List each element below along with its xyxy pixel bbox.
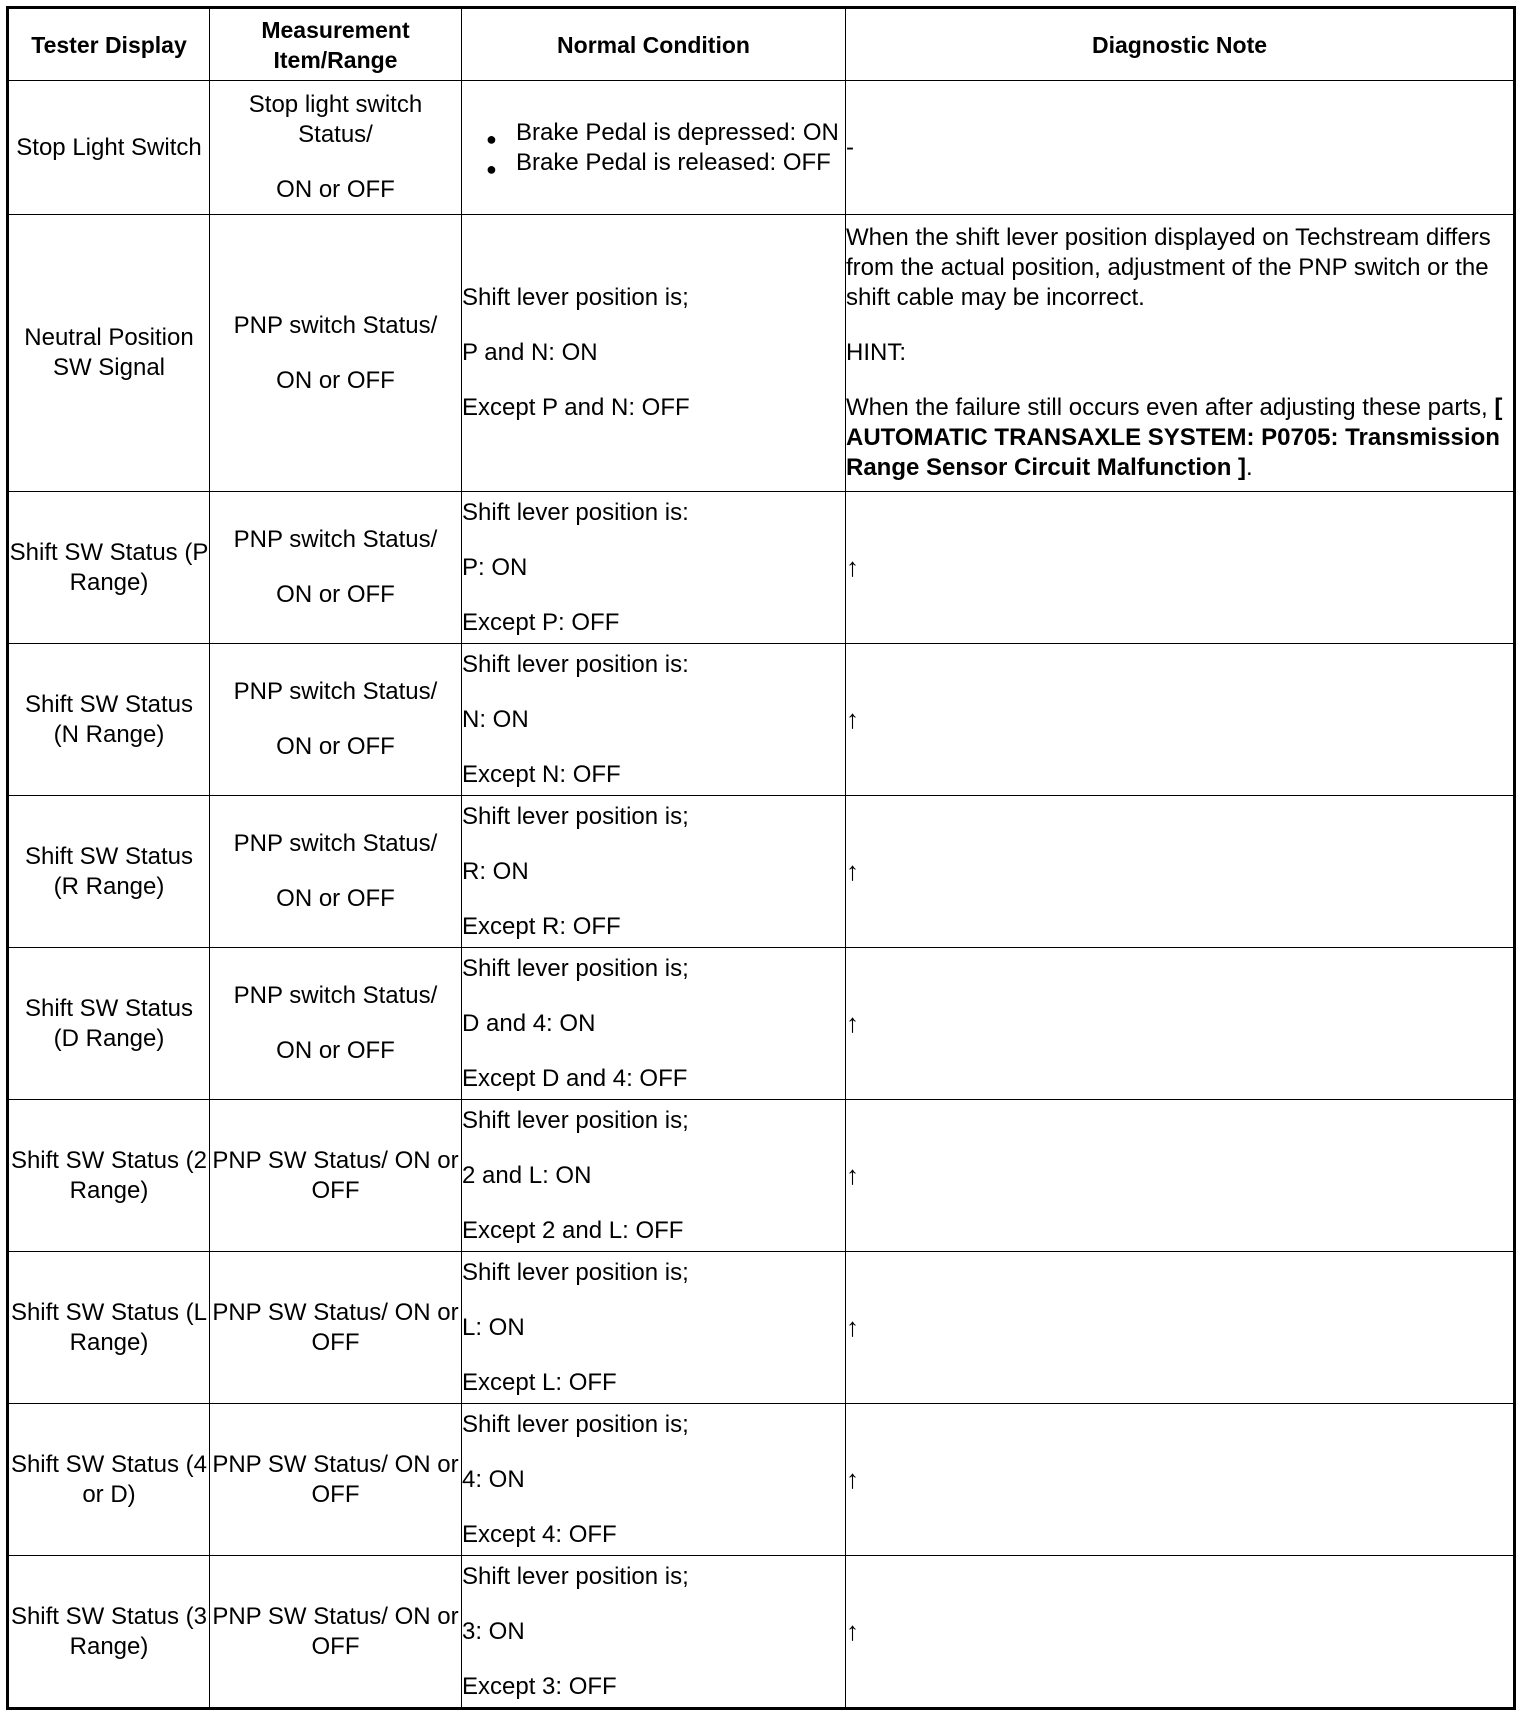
normal-condition-cell: Shift lever position is: N: ON Except N: OFF — [462, 644, 846, 796]
tester-display-cell: Shift SW Status (2 Range) — [8, 1100, 210, 1252]
measurement-cell — [210, 215, 462, 492]
diagnostic-note-cell — [846, 1100, 1515, 1252]
header-measurement-item: Measurement Item/Range — [210, 8, 462, 81]
diagnostic-note-cell — [846, 215, 1515, 492]
tester-display-cell: Shift SW Status (R Range) — [8, 796, 210, 948]
bullet-icon: ● — [486, 158, 497, 179]
condition-bullet-list — [462, 118, 845, 178]
table-row — [8, 1556, 1515, 1709]
condition-bullet: ● Brake Pedal is released: OFF — [486, 148, 845, 178]
normal-condition-cell: Shift lever position is; 4: ON Except 4: OFF — [462, 1404, 846, 1556]
same-as-above-icon: ↑ — [846, 551, 859, 582]
tester-display-cell: Neutral Position SW Signal — [8, 215, 210, 492]
same-as-above-icon: ↑ — [846, 1007, 859, 1038]
table-row — [8, 1100, 1515, 1252]
diagnostic-note-cell — [846, 1556, 1515, 1709]
table-row — [8, 644, 1515, 796]
measurement-line: Stop light switch Status/ — [248, 91, 423, 148]
bullet-icon: ● — [486, 128, 497, 149]
note-text: When the failure still occurs even after adjusting these parts, [ AUTOMATIC TRANSAXLE SYSTEM: P0705: Transmission Range Sensor Circuit Malfunction ]. — [846, 394, 1503, 481]
diagnostic-note-cell — [846, 796, 1515, 948]
diagnostic-note-cell — [846, 492, 1515, 644]
diagnostic-note-cell — [846, 948, 1515, 1100]
diagnostic-note-cell — [846, 644, 1515, 796]
table-row — [8, 215, 1515, 492]
measurement-cell: PNP switch Status/ ON or OFF — [210, 948, 462, 1100]
same-as-above-icon: ↑ — [846, 1311, 859, 1342]
tester-display-cell: Shift SW Status (N Range) — [8, 644, 210, 796]
table-row — [8, 796, 1515, 948]
condition-bullet: ● Brake Pedal is depressed: ON — [486, 118, 845, 148]
normal-condition-cell: Shift lever position is; 2 and L: ON Except 2 and L: OFF — [462, 1100, 846, 1252]
measurement-line: ON or OFF — [276, 176, 395, 203]
same-as-above-icon: ↑ — [846, 1463, 859, 1494]
header-diagnostic-note: Diagnostic Note — [846, 8, 1515, 81]
tester-display-cell: Stop Light Switch — [8, 81, 210, 215]
note-text: When the shift lever position displayed on Techstream differs from the actual position, adjustment of the PNP switch or the shift cable may be incorrect. — [846, 224, 1491, 311]
data-list-table — [6, 6, 1516, 1710]
measurement-cell: PNP switch Status/ ON or OFF — [210, 492, 462, 644]
diagnostic-note-cell — [846, 1404, 1515, 1556]
tester-display-cell: Shift SW Status (L Range) — [8, 1252, 210, 1404]
measurement-cell: PNP SW Status/ ON or OFF — [210, 1252, 462, 1404]
diagnostic-note-cell — [846, 1252, 1515, 1404]
tester-display-cell: Shift SW Status (D Range) — [8, 948, 210, 1100]
normal-condition-cell: Shift lever position is: P: ON Except P: OFF — [462, 492, 846, 644]
header-tester-display: Tester Display — [8, 8, 210, 81]
measurement-cell: PNP switch Status/ ON or OFF — [210, 796, 462, 948]
normal-condition-cell: Shift lever position is; D and 4: ON Except D and 4: OFF — [462, 948, 846, 1100]
same-as-above-icon: ↑ — [846, 703, 859, 734]
normal-condition-cell: Shift lever position is; R: ON Except R: OFF — [462, 796, 846, 948]
table-row — [8, 81, 1515, 215]
measurement-cell: PNP SW Status/ ON or OFF — [210, 1100, 462, 1252]
tester-display-cell: Shift SW Status (P Range) — [8, 492, 210, 644]
table-row — [8, 1252, 1515, 1404]
measurement-cell: PNP SW Status/ ON or OFF — [210, 1404, 462, 1556]
table-row — [8, 1404, 1515, 1556]
header-row — [8, 8, 1515, 81]
reference-link[interactable]: [ AUTOMATIC TRANSAXLE SYSTEM: P0705: Transmission Range Sensor Circuit Malfunction ] — [846, 394, 1503, 481]
table-row — [8, 492, 1515, 644]
measurement-line: ON or OFF — [276, 366, 395, 394]
normal-condition-cell: Shift lever position is; 3: ON Except 3: OFF — [462, 1556, 846, 1709]
normal-condition-cell — [462, 215, 846, 492]
same-as-above-icon: ↑ — [846, 1159, 859, 1190]
table-row — [8, 948, 1515, 1100]
condition-line: Except P and N: OFF — [462, 394, 690, 421]
measurement-cell: PNP switch Status/ ON or OFF — [210, 644, 462, 796]
tester-display-cell: Shift SW Status (3 Range) — [8, 1556, 210, 1709]
measurement-cell: PNP SW Status/ ON or OFF — [210, 1556, 462, 1709]
same-as-above-icon: ↑ — [846, 1615, 859, 1646]
condition-line: P and N: ON — [462, 339, 598, 366]
same-as-above-icon: ↑ — [846, 855, 859, 886]
diagnostic-note-cell: - — [846, 81, 1515, 215]
note-hint: HINT: — [846, 339, 906, 366]
header-normal-condition: Normal Condition — [462, 8, 846, 81]
measurement-cell — [210, 81, 462, 215]
tester-display-cell: Shift SW Status (4 or D) — [8, 1404, 210, 1556]
condition-line: Shift lever position is; — [462, 284, 689, 311]
normal-condition-cell — [462, 81, 846, 215]
measurement-line: PNP switch Status/ — [233, 311, 438, 339]
normal-condition-cell: Shift lever position is; L: ON Except L: OFF — [462, 1252, 846, 1404]
